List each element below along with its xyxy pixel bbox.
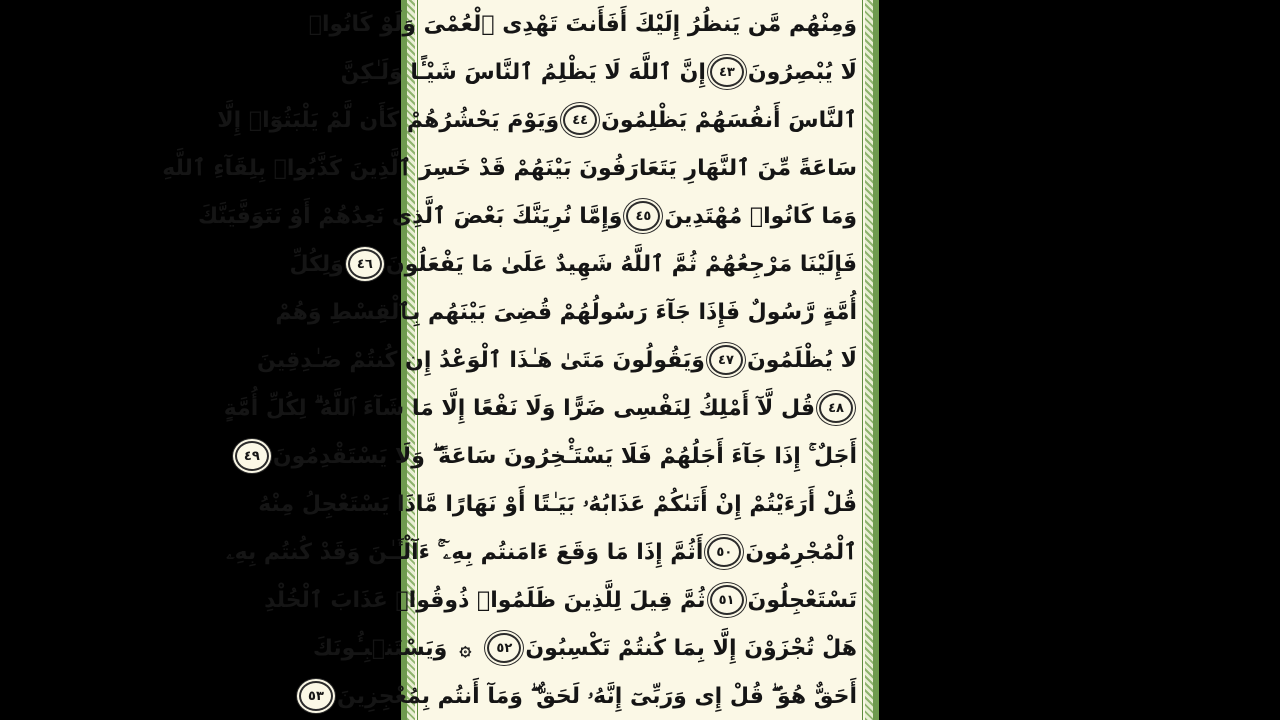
text-line	[243, 434, 857, 478]
text-line	[257, 338, 857, 382]
text-line	[312, 626, 857, 670]
quran-page	[162, 0, 879, 720]
verse-text: سَاعَةً مِّنَ ٱلنَّهَارِ يَتَعَارَفُونَ بَيْنَهُمْ قَدْ خَسِرَ ٱلَّذِينَ كَذَّبُوا۟ بِلِقَآءِ ٱللَّهِ	[162, 155, 857, 181]
verse-text: أَثُمَّ إِذَا مَا وَقَعَ ءَامَنتُم بِهِۦٓ ۚ ءَآلْـَٔـٰنَ وَقَدْ كُنتُم بِهِۦ	[226, 539, 704, 565]
verse-text: أَجَلٌ ۚ إِذَا جَآءَ أَجَلُهُمْ فَلَا يَسْتَـْٔخِرُونَ سَاعَةً ۖ وَلَا يَسْتَقْدِمُونَ	[272, 443, 857, 469]
verse-text: وَلِكُلِّ	[289, 251, 344, 277]
text-line	[217, 98, 857, 142]
text-line	[308, 674, 857, 718]
text-line	[223, 386, 857, 430]
verse-text: وَيَوْمَ يَحْشُرُهُمْ كَأَن لَّمْ يَلْبَثُوٓا۟ إِلَّا	[217, 107, 560, 133]
verse-text: لَا يُبْصِرُونَ	[747, 59, 857, 85]
verse-text: وَإِمَّا نُرِيَنَّكَ بَعْضَ ٱلَّذِى نَعِدُهُمْ أَوْ نَتَوَفَّيَنَّكَ	[197, 203, 623, 229]
verse-text: وَيَقُولُونَ مَتَىٰ هَـٰذَا ٱلْوَعْدُ إِن كُنتُمْ صَـٰدِقِينَ	[257, 347, 705, 373]
verse-text: ٱلنَّاسَ أَنفُسَهُمْ يَظْلِمُونَ	[601, 107, 857, 133]
verse-text: ثُمَّ قِيلَ لِلَّذِينَ ظَلَمُوا۟ ذُوقُوا۟ عَذَابَ ٱلْخُلْدِ	[264, 587, 706, 613]
verse-text: أُمَّةٍ رَّسُولٌ فَإِذَا جَآءَ رَسُولُهُمْ قُضِىَ بَيْنَهُم بِٱلْقِسْطِ وَهُمْ	[275, 299, 857, 325]
text-line	[264, 578, 857, 622]
text-line	[289, 242, 857, 286]
verse-text: تَسْتَعْجِلُونَ	[747, 587, 857, 613]
ayah-number-marker: ٤٧	[709, 345, 743, 375]
text-line	[162, 146, 857, 190]
text-line	[258, 482, 857, 526]
border-ornament-right	[865, 0, 873, 720]
verse-text: وَمَا كَانُوا۟ مُهْتَدِينَ	[664, 203, 857, 229]
verse-text: ٱلْمُجْرِمُونَ	[745, 539, 857, 565]
verse-text: وَمِنْهُم مَّن يَنظُرُ إِلَيْكَ أَفَأَنتَ تَهْدِى ٱلْعُمْىَ وَلَوْ كَانُوا۟	[308, 11, 857, 37]
ayah-number-marker: ٤٩	[235, 441, 269, 471]
ayah-number-marker: ٤٤	[563, 105, 597, 135]
verse-text: أَحَقٌّ هُوَ ۖ قُلْ إِى وَرَبِّىٓ إِنَّهُۥ لَحَقٌّ ۖ وَمَآ أَنتُم بِمُعْجِزِينَ	[336, 683, 857, 709]
verse-text: إِنَّ ٱللَّهَ لَا يَظْلِمُ ٱلنَّاسَ شَيْـًٔا وَلَـٰكِنَّ	[340, 59, 706, 85]
ayah-number-marker: ٤٦	[348, 249, 382, 279]
text-line	[340, 50, 857, 94]
text-line	[226, 530, 857, 574]
verse-text: لَا يُظْلَمُونَ	[746, 347, 857, 373]
ayah-number-marker: ٤٥	[626, 201, 660, 231]
hizb-marker-icon: ۞	[459, 636, 472, 660]
text-line	[275, 290, 857, 334]
ayah-number-marker: ٥٠	[707, 537, 741, 567]
ayah-number-marker: ٤٨	[819, 393, 853, 423]
verse-text: هَلْ تُجْزَوْنَ إِلَّا بِمَا كُنتُمْ تَكْسِبُونَ	[525, 635, 857, 661]
verse-text: قُلْ أَرَءَيْتُمْ إِنْ أَتَىٰكُمْ عَذَابُهُۥ بَيَـٰتًا أَوْ نَهَارًا مَّاذَا يَسْتَعْجِلُ مِنْهُ	[258, 491, 857, 517]
ayah-number-marker: ٥١	[710, 585, 744, 615]
ayah-number-marker: ٥٢	[487, 633, 521, 663]
ayah-number-marker: ٤٣	[710, 57, 744, 87]
verse-text: فَإِلَيْنَا مَرْجِعُهُمْ ثُمَّ ٱللَّهُ شَهِيدٌ عَلَىٰ مَا يَفْعَلُونَ	[385, 251, 857, 277]
verse-text: وَيَسْتَنۢبِـُٔونَكَ	[312, 635, 448, 661]
ayah-number-marker: ٥٣	[299, 681, 333, 711]
text-line	[308, 2, 857, 46]
verse-text: قُل لَّآ أَمْلِكُ لِنَفْسِى ضَرًّا وَلَا نَفْعًا إِلَّا مَا شَآءَ ٱللَّهُ ۗ لِكُلِّ أُمَّةٍ	[223, 395, 815, 421]
text-line	[197, 194, 857, 238]
text-area	[162, 0, 857, 720]
border-rule-right	[862, 0, 863, 720]
